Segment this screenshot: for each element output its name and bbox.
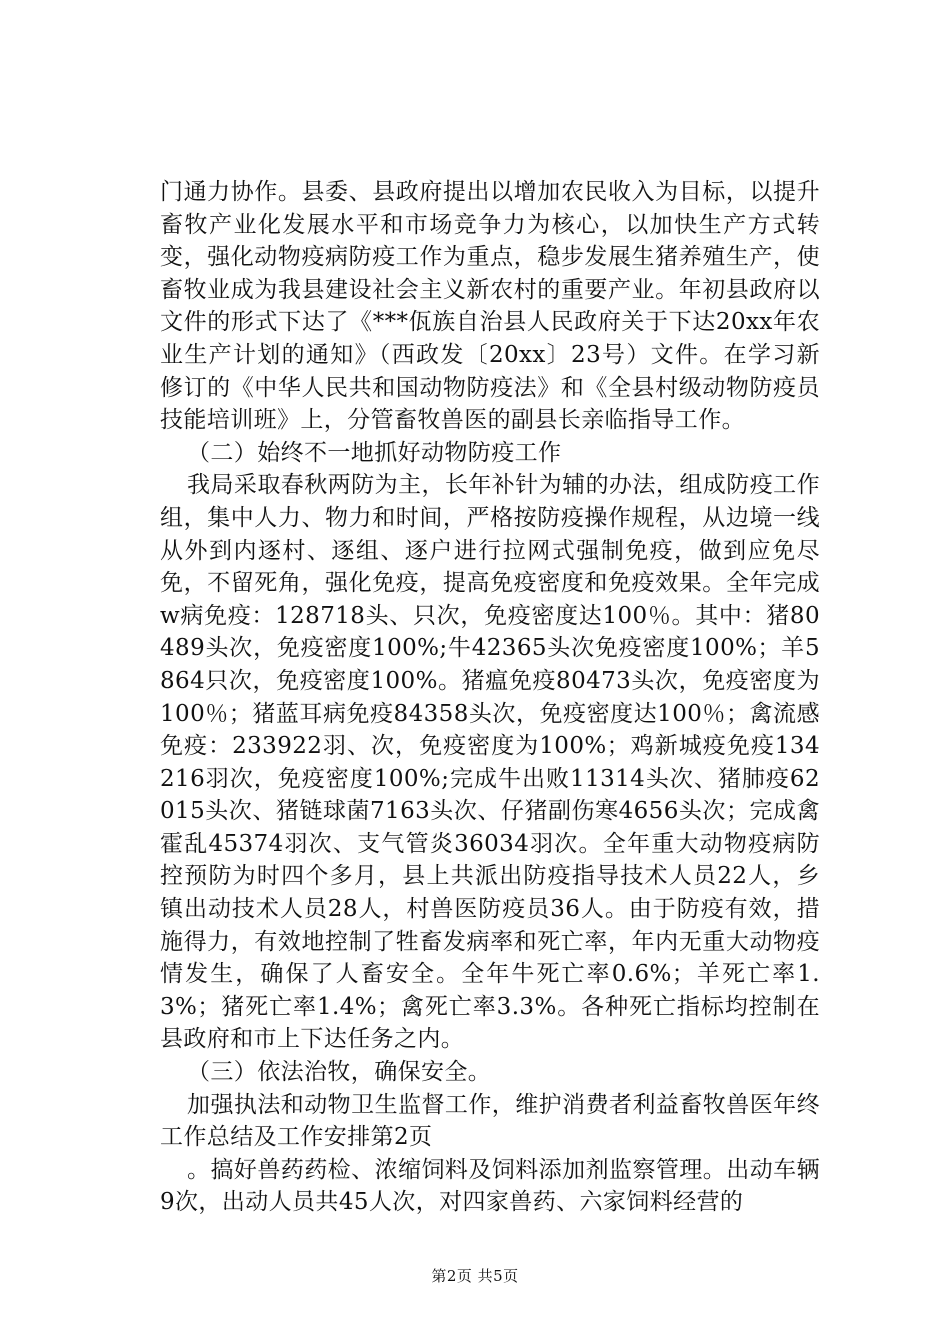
section-heading-3: （三）依法治牧，确保安全。 xyxy=(187,1059,492,1086)
paragraph-6: 。搞好兽药药检、浓缩饲料及饲料添加剂监察管理。出动车辆9次，出动人员共45人次，对四家兽药、六家饲料经营的 xyxy=(160,1156,820,1216)
page-footer: 第2页 共5页 xyxy=(431,1267,519,1285)
paragraph-1: 门通力协作。县委、县政府提出以增加农民收入为目标，以提升畜牧产业化发展水平和市场竞争力为核心，以加快生产方式转变，强化动物疫病防疫工作为重点，稳步发展生猪养殖生产，使畜牧业成为我县建设社会主义新农村的重要产业。年初县政府以文件的形式下达了《***佤族自治县人民政府关于下达20xx年农业生产计划的通知》（西政发〔20xx〕23号）文件。在学习新修订的《中华人民共和国动物防疫法》和《全县村级动物防疫员技能培训班》上，分管畜牧兽医的副县长亲临指导工作。 xyxy=(160,179,820,434)
paragraph-3: 我局采取春秋两防为主，长年补针为辅的办法，组成防疫工作组，集中人力、物力和时间，严格按防疫操作规程，从边境一线从外到内逐村、逐组、逐户进行拉网式强制免疫，做到应免尽免，不留死角，强化免疫，提高免疫密度和免疫效果。全年完成w病免疫：128718头、只次，免疫密度达100％。其中：猪80489头次，免疫密度100%;牛42365头次免疫密度100%；羊5864只次，免疫密度100%。猪瘟免疫80473头次，免疫密度为100％；猪蓝耳病免疫84358头次，免疫密度达100％；禽流感免疫：233922羽、次，免疫密度为100%；鸡新城疫免疫134216羽次，免疫密度100%;完成牛出败11314头次、猪肺疫62015头次、猪链球菌7163头次、仔猪副伤寒4656头次；完成禽霍乱45374羽次、支气管炎36034羽次。全年重大动物疫病防控预防为时四个多月，县上共派出防疫指导技术人员22人，乡镇出动技术人员28人，村兽医防疫员36人。由于防疫有效，措施得力，有效地控制了牲畜发病率和死亡率，年内无重大动物疫情发生，确保了人畜安全。全年牛死亡率0.6%；羊死亡率1.3%；猪死亡率1.4%；禽死亡率3.3%。各种死亡指标均控制在县政府和市上下达任务之内。 xyxy=(160,472,820,1053)
section-heading-2: （二）始终不一地抓好动物防疫工作 xyxy=(187,439,562,466)
document-body xyxy=(160,176,820,1219)
paragraph-5: 加强执法和动物卫生监督工作，维护消费者利益畜牧兽医年终工作总结及工作安排第2页 xyxy=(160,1091,820,1151)
